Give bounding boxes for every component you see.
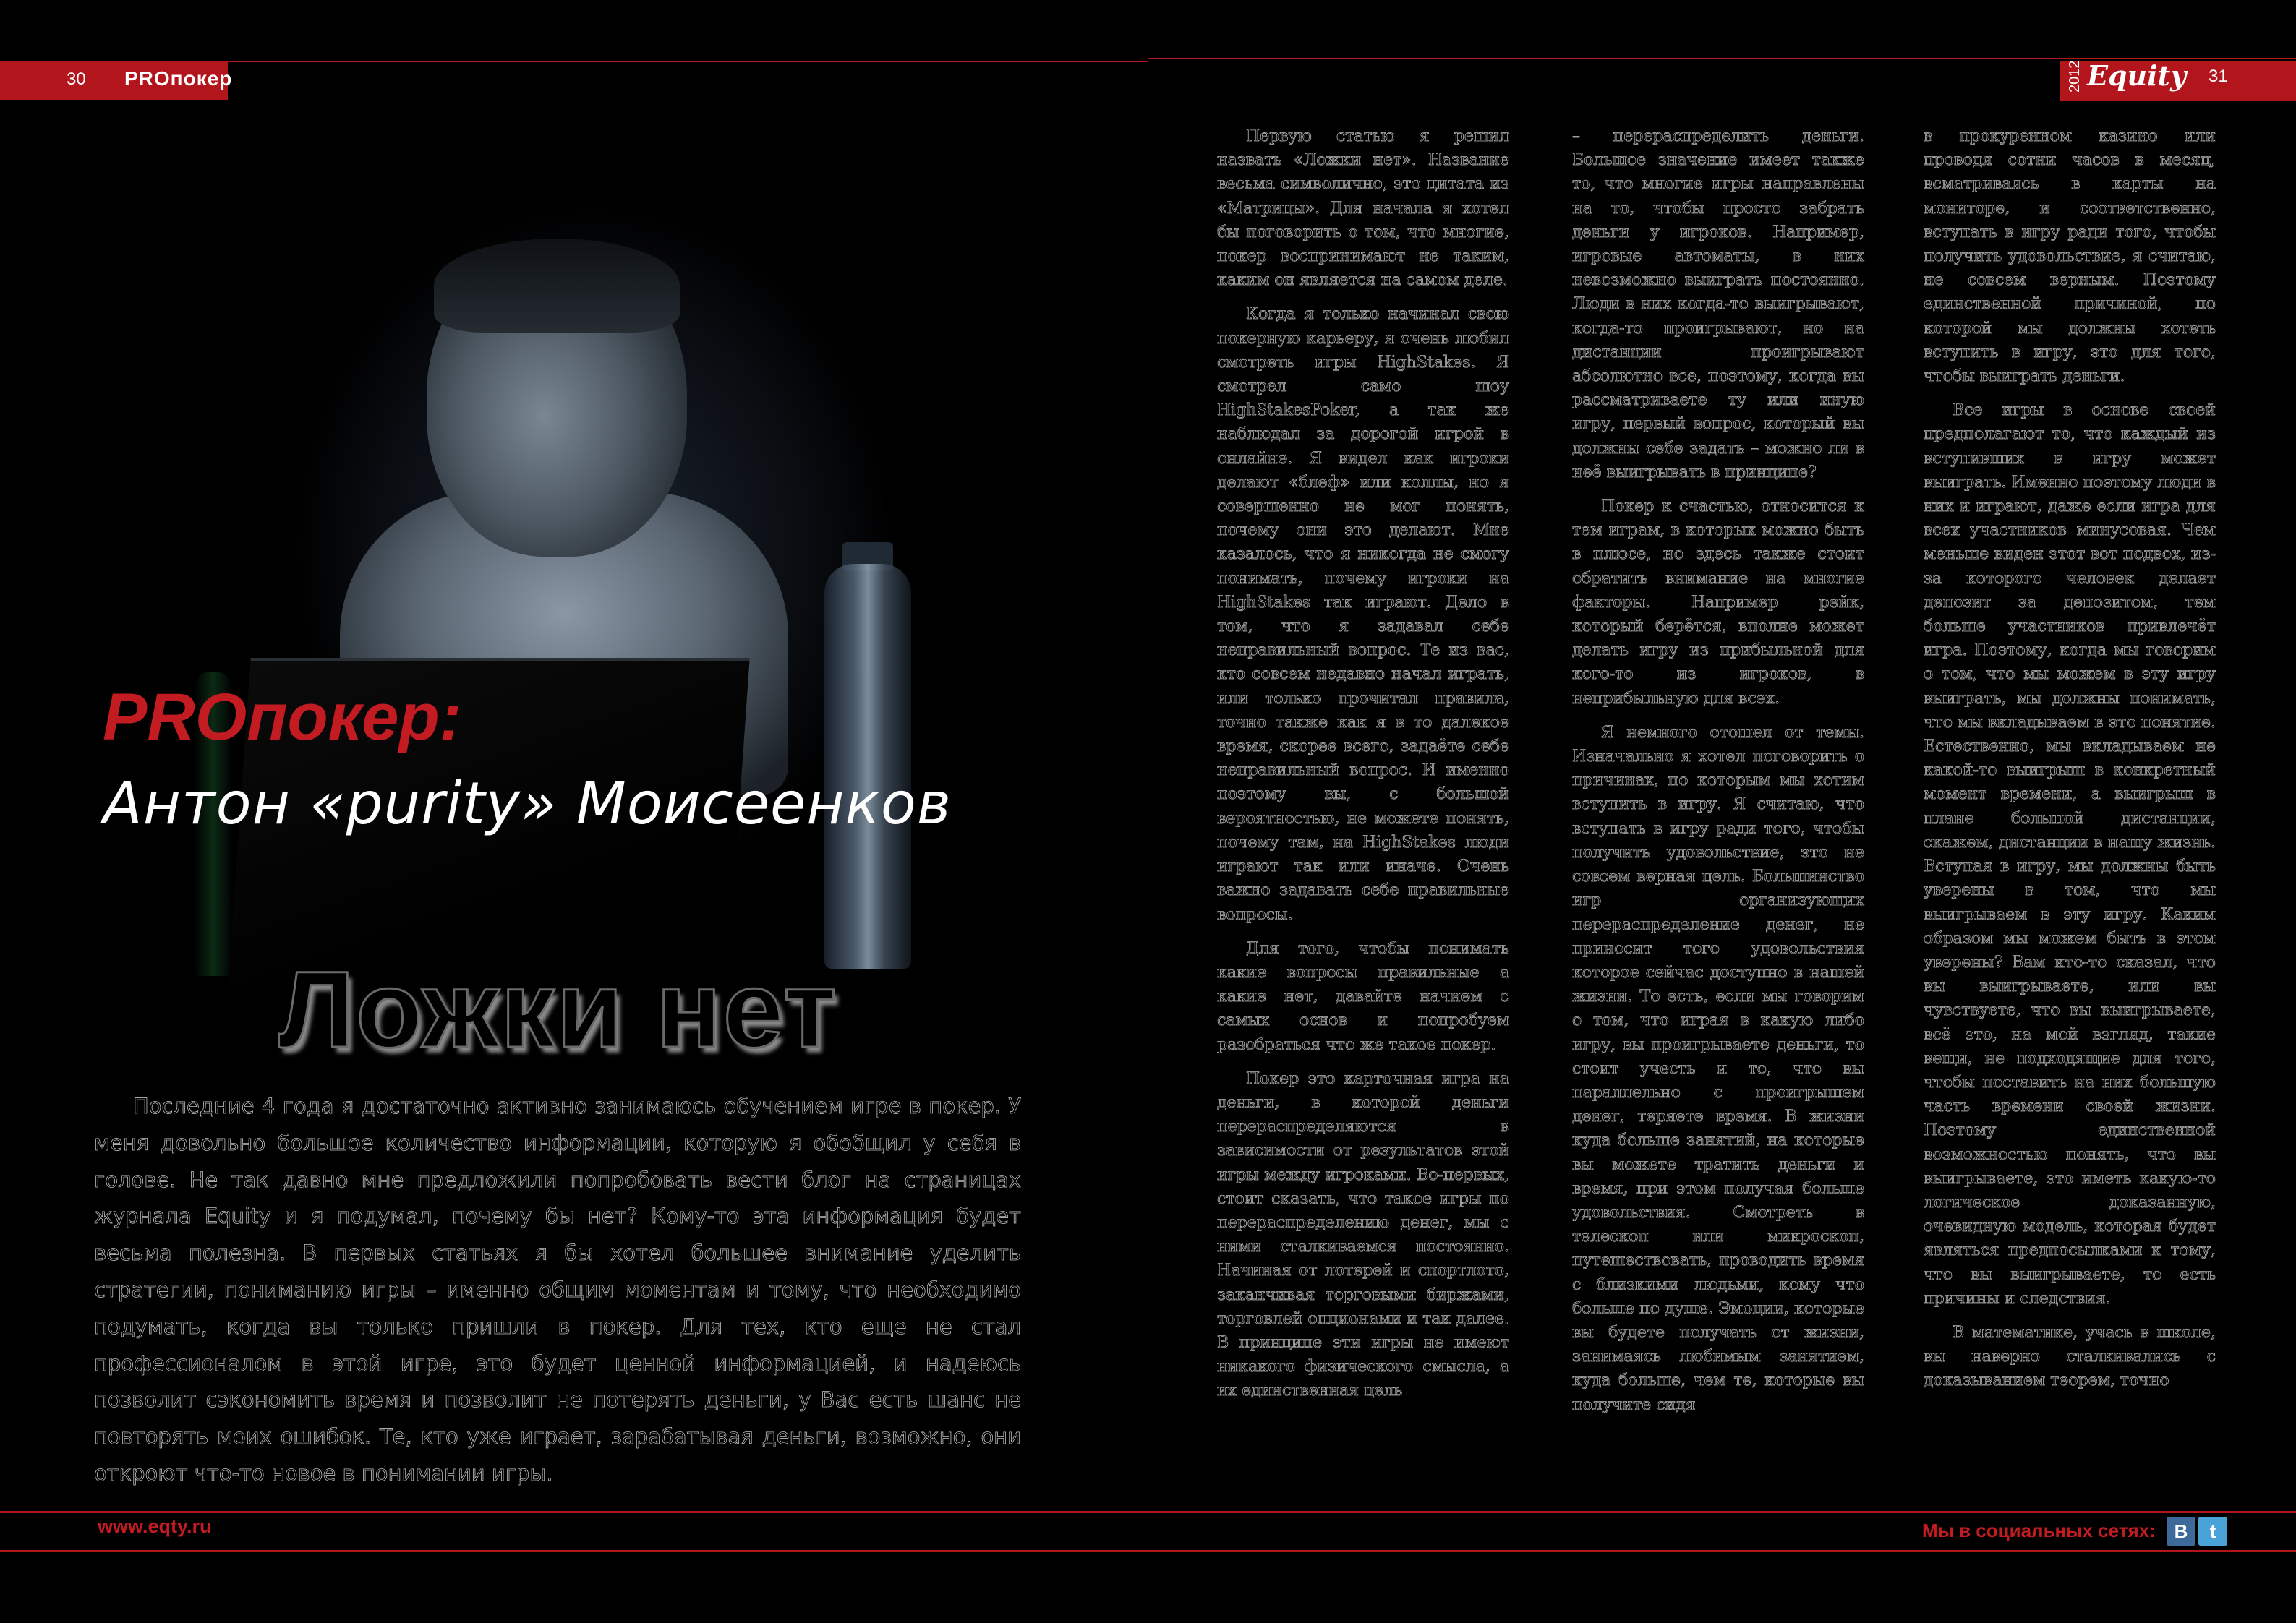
footer-rule [1148,1550,2296,1552]
paragraph: Покер к счастью, относится к тем играм, в которых можно быть в плюсе, но здесь также стоит обратить внимание на многие факторы. Например рейк, который берётся, вполне может делать игру из прибыльной для кого-то из игроков, в неприбыльную для всех. [1572,497,1864,708]
footer-rule [0,1550,1148,1552]
header-right [1148,58,2296,101]
section-label: PROпокер [124,67,233,90]
paragraph: в прокуренном казино или проводя сотни часов в месяц, всматриваясь в карты на мониторе, и соответственно, вступать в игру ради того, чтобы получить удовольствие, я считаю, не совсем верным. Поэтому единственной причиной, по которой мы должны хотеть вступить в игру, это для того, чтобы выиграть деньги. [1924,127,2216,386]
paragraph: В математике, учась в школе, вы наверно сталкивались с доказыванием теорем, точно [1924,1323,2216,1390]
twitter-icon[interactable]: t [2198,1517,2227,1546]
page-number: 31 [2208,67,2228,86]
social-label: Мы в социальных сетях: [1922,1520,2156,1541]
water-bottle-shape [824,564,911,969]
footer-left [0,1511,1148,1551]
page-number: 30 [67,69,86,89]
article-intro: Последние 4 года я достаточно активно занимаюсь обучением игре в покер. У меня довольно большое количество информации, которую я обобщил у себя в голове. Не так давно мне предложили попробовать вести блог на страницах журнала Equity и я подумал, почему бы нет? Кому-то эта информация будет весьма полезна. В первых статьях я бы хотел большее внимание уделить стратегии, пониманию игры – именно общим моментам и тому, что необходимо подумать, когда вы только пришли в покер. Для тех, кто еще не стал профессионалом в этой игре, это будет ценной информацией, и надеюсь позволит сэкономить время и позволит не потерять деньги, у Вас есть шанс не повторять моих ошибок. Те, кто уже играет, зарабатывая деньги, возможно, они откроют что-то новое в понимании игры. [94,1094,1021,1486]
header-left [0,61,1148,100]
paragraph: Я немного отошел от темы. Изначально я хотел поговорить о причинах, по которым мы хотим вступить в игру. Я считаю, что вступать в игру ради того, чтобы получить удовольствие, это не совсем верная цель. Большинство игр организующих перераспределение денег, не приносит того удовольствия которое сейчас доступно в нашей жизни. То есть, если мы говорим о том, что играя в какую либо игру, вы проигрываете деньги, то стоит учесть и то, что вы параллельно с проигрышем денег, теряете время. В жизни куда больше занятий, на которые вы можете тратить деньги и время, при этом получая больше удовольствия. Смотреть в телескоп или микроскоп, путешествовать, проводить время с близкими людьми, кому что больше по душе. Эмоции, которые вы будете получать от жизни, занимаясь любимым занятием, куда больше, чем те, которые вы получите сидя [1572,723,1864,1414]
footer-right [1148,1511,2296,1551]
magazine-logo: Equity [2087,59,2187,92]
article-author: Антон «purity» Моисеенков [103,770,952,837]
paragraph: Покер это карточная игра на деньги, в которой деньги перераспределяются в зависимости от результатов этой игры между игроками. Во-первых, стоит сказать, что такое игры по перераспределению денег, мы с ними сталкиваемся постоянно. Начиная от лотерей и спортлото, заканчивая торговыми биржами, торговлей опционами и так далее. В принципе эти игры не имеют никакого физического смысла, а их единственная цель [1217,1069,1509,1400]
article-title-series: PROпокер: [103,680,462,754]
text-column-1 [1217,124,1509,1413]
text-column-3 [1924,124,2216,1403]
paragraph: – перераспределить деньги. Большое значение имеет также то, что многие игры направлены на то, чтобы просто забрать деньги у игроков. Например, игровые автоматы, в них невозможно выиграть постоянно. Люди в них когда-то выигрывают, когда-то проигрывают, но на дистанции проигрывают абсолютно все, поэтому, когда вы рассматриваете ту или иную игру, первый вопрос, который вы должны себе задать – можно ли в неё выигрывать в принципе? [1572,127,1864,481]
paragraph: Первую статью я решил назвать «Ложки нет». Название весьма символично, это цитата из «Матрицы». Для начала я хотел бы поговорить о том, что многие, покер воспринимают не таким, каким он является на самом деле. [1217,127,1509,290]
paragraph: Когда я только начинал свою покерную карьеру, я очень любил смотреть игры HighStakes. Я смотрел само шоу HighStakesPoker, а так же наблюдал за дорогой игрой в онлайне. Я видел как игроки делают «блеф» или коллы, но я совершенно не мог понять, почему они это делают. Мне казалось, что я никогда не смогу понимать, почему игроки на HighStakes так играют. Дело в том, что я задавал себе неправильный вопрос. Те из вас, кто совсем недавно начал играть, или только прочитал правила, точно также как я в то далекое время, скорее всего, задаёте себе неправильный вопрос. И именно поэтому вы, с большой вероятностью, не можете понять, почему там, на HighStakes люди играют так или иначе. Очень важно задавать себе правильные вопросы. [1217,305,1509,924]
text-column-2 [1572,124,1864,1427]
right-page [1148,0,2296,1623]
paragraph: Для того, чтобы понимать какие вопросы правильные а какие нет, давайте начнем с самых основ и попробуем разобраться что же такое покер. [1217,939,1509,1054]
person-hair-shape [434,239,680,333]
footer-rule [0,1511,1148,1513]
cover-photo [0,101,1148,1005]
site-link[interactable]: www.eqty.ru [98,1515,212,1537]
issue-year: 2012 [2067,60,2083,93]
article-headline: Ложки нет [278,948,838,1070]
footer-rule [1148,1511,2296,1513]
paragraph: Все игры в основе своей предполагают то, что каждый из вступивших в игру может выиграть. Именно поэтому люди в них и играют, даже если игра для всех участников минусовая. Чем меньше виден этот вот подвох, из-за которого человек делает депозит за депозитом, тем больше участников привлечёт игра. Поэтому, когда мы говорим о том, что мы можем в эту игру выиграть, мы должны понимать, что мы вкладываем в это понятие. Естественно, мы вкладываем не какой-то выигрыш в конкретный момент времени, а выигрыш в плане большой дистанции, скажем, дистанции в нашу жизнь. Вступая в игру, мы должны быть уверены в том, что мы выигрываем в эту игру. Каким образом мы можем быть в этом уверены? Вам кто-то сказал, что вы выигрываете, или вы чувствуете, что вы выигрываете, всё это, на мой взгляд, такие вещи, не подходящие для того, чтобы поставить на них большую часть времени своей жизни. Поэтому единственной возможностью понять, что вы выигрываете, это иметь какую-то логическое доказанную, очевидную модель, которая будет являться предпосылками к тому, что вы выигрываете, то есть причины и следствия. [1924,401,2216,1308]
vk-icon[interactable]: B [2167,1517,2195,1546]
